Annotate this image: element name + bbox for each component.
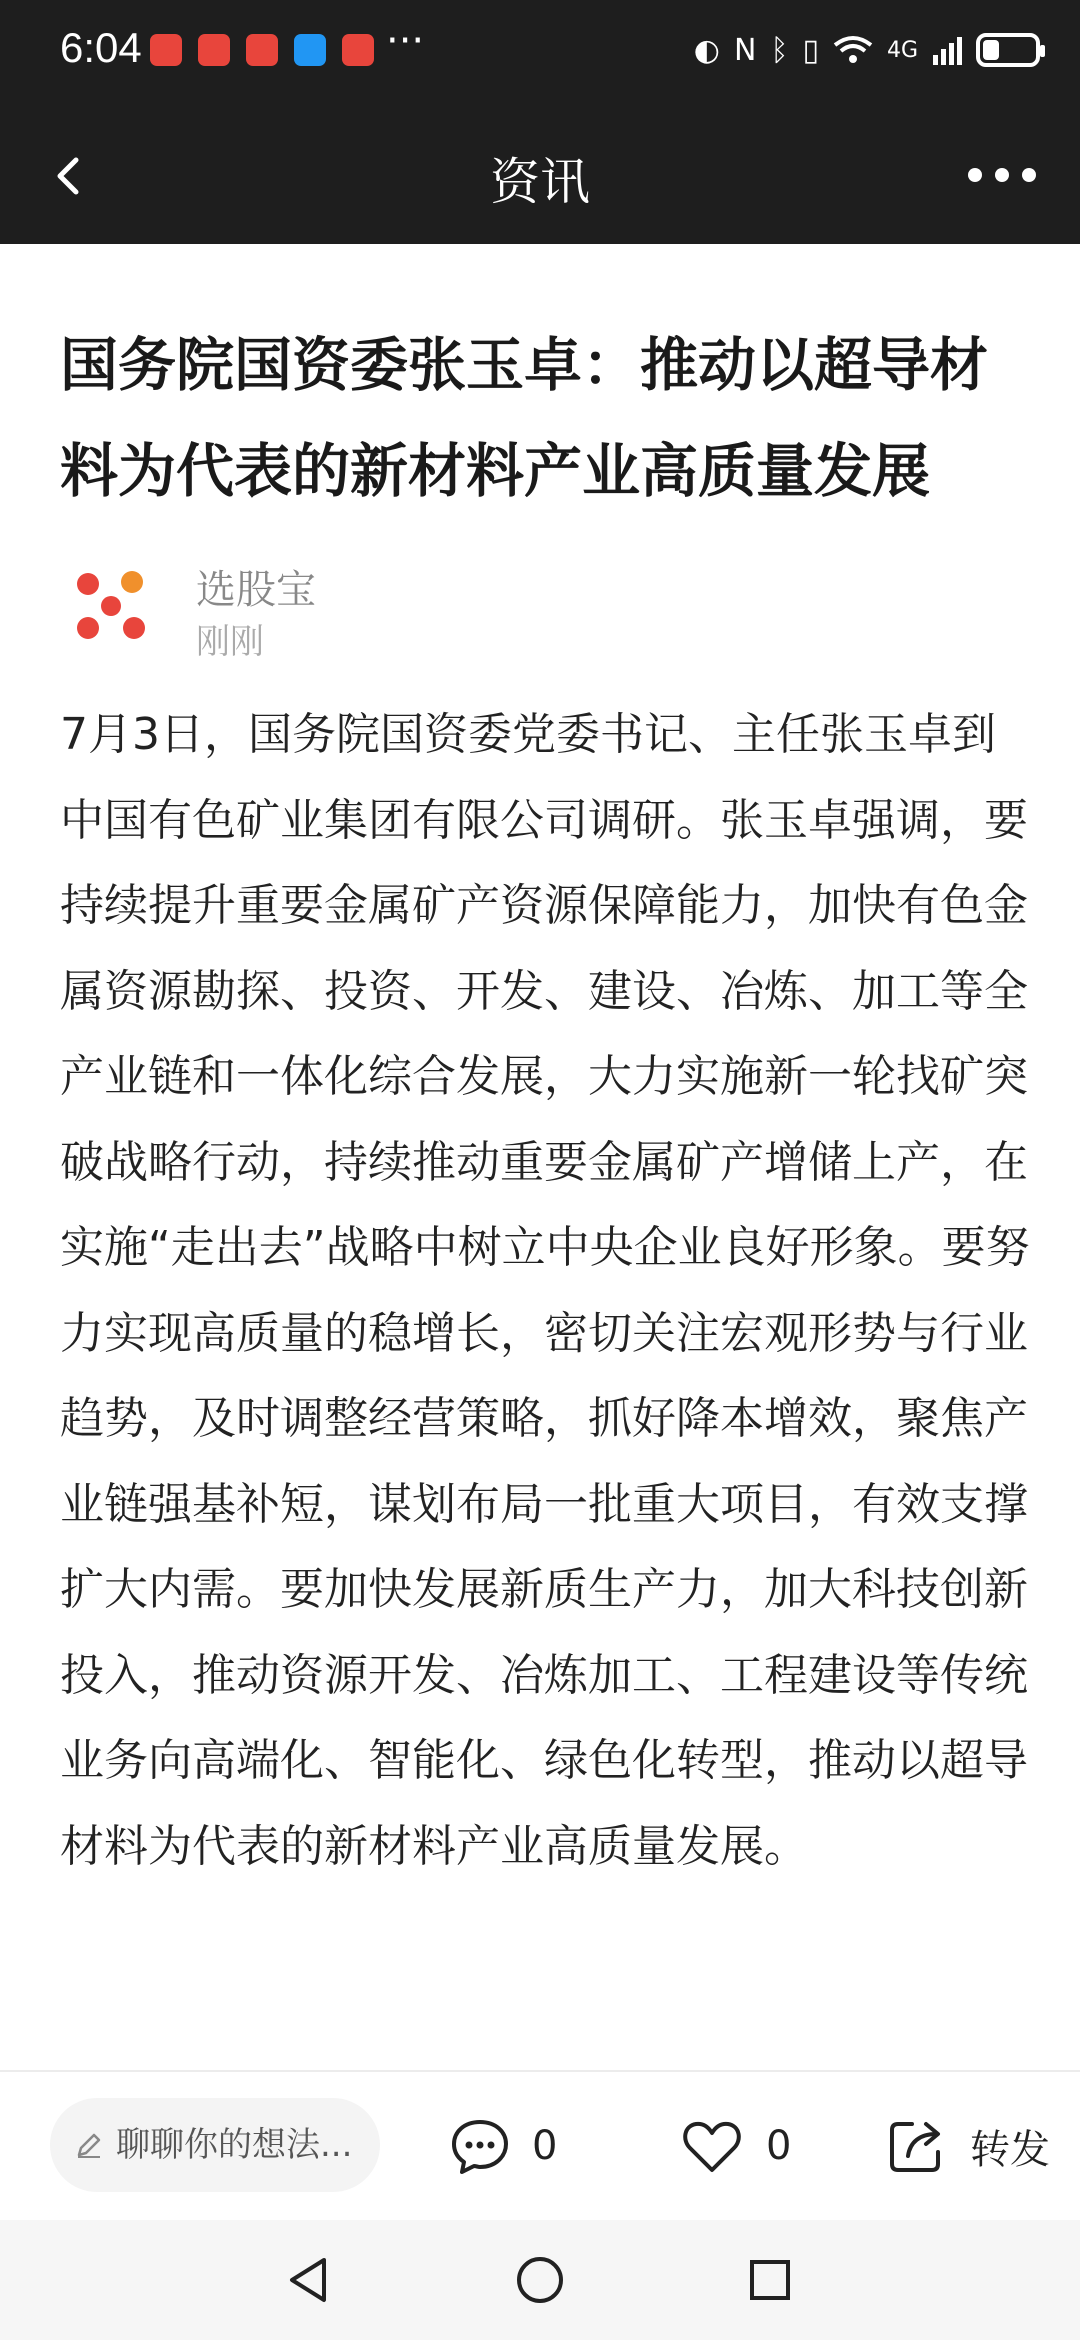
comment-icon bbox=[448, 2114, 512, 2178]
heart-icon bbox=[680, 2114, 744, 2178]
pencil-icon bbox=[74, 2130, 104, 2160]
triangle-back-icon bbox=[284, 2254, 332, 2306]
signal-icon bbox=[932, 35, 962, 65]
app-header bbox=[0, 108, 1080, 244]
article-body: 7月3日，国务院国资委党委书记、主任张玉卓到中国有色矿业集团有限公司调研。张玉卓强调，要持续提升重要金属矿产资源保障能力，加快有色金属资源勘探、投资、开发、建设、冶炼、加工等全产业链和一体化综合发展，大力实施新一轮找矿突破战略行动，持续推动重要金属矿产增储上产，在实施“走出去”战略中树立中央企业良好形象。要努力实现高质量的稳增长，密切关注宏观形势与行业趋势，及时调整经营策略，抓好降本增效，聚焦产业链强基补短，谋划布局一批重大项目，有效支撑扩大内需。要加快发展新质生产力，加大科技创新投入，推动资源开发、冶炼加工、工程建设等传统业务向高端化、智能化、绿色化转型，推动以超导材料为代表的新材料产业高质量发展。 bbox=[60, 709, 1030, 1872]
comment-button[interactable] bbox=[448, 2114, 557, 2178]
app-notification-icon bbox=[342, 34, 374, 66]
status-time: 6:04 bbox=[60, 24, 142, 71]
status-icons bbox=[694, 28, 1040, 72]
notification-icon bbox=[198, 34, 230, 66]
comment-input[interactable] bbox=[114, 2124, 358, 2166]
more-icon-dot bbox=[1022, 168, 1036, 182]
wifi-icon bbox=[833, 35, 873, 65]
more-notifications-icon: ··· bbox=[386, 18, 425, 64]
author-name[interactable]: 选股宝 bbox=[196, 567, 316, 613]
mail-notification-icon bbox=[246, 34, 278, 66]
share-button[interactable] bbox=[884, 2114, 1050, 2178]
nfc-icon: N bbox=[733, 32, 757, 68]
divider bbox=[0, 2070, 1080, 2072]
nav-home-button[interactable] bbox=[510, 2250, 570, 2310]
message-notification-icon bbox=[294, 34, 326, 66]
nav-recents-button[interactable] bbox=[740, 2250, 800, 2310]
bluetooth-icon: ᛒ bbox=[770, 32, 789, 68]
like-button[interactable] bbox=[680, 2114, 791, 2178]
vibrate-icon: ▯ bbox=[802, 32, 819, 68]
more-icon-dot bbox=[968, 168, 982, 182]
share-icon bbox=[884, 2114, 948, 2178]
comment-count: 0 bbox=[532, 2123, 558, 2169]
square-recents-icon bbox=[746, 2256, 794, 2304]
article-title: 国务院国资委张玉卓：推动以超导材料为代表的新材料产业高质量发展 bbox=[60, 331, 989, 505]
hd-icon: ◐ bbox=[693, 32, 720, 68]
notification-icon bbox=[150, 34, 182, 66]
author-avatar[interactable] bbox=[66, 562, 156, 652]
like-count: 0 bbox=[766, 2123, 792, 2169]
circle-home-icon bbox=[514, 2254, 566, 2306]
signal-type-label: 4G bbox=[886, 37, 918, 63]
nav-back-button[interactable] bbox=[278, 2250, 338, 2310]
comment-box[interactable] bbox=[50, 2098, 380, 2192]
status-bar bbox=[0, 0, 1080, 108]
battery-icon bbox=[976, 33, 1040, 67]
more-button[interactable] bbox=[968, 160, 1036, 190]
publish-time: 刚刚 bbox=[196, 622, 264, 662]
system-nav-bar bbox=[0, 2220, 1080, 2340]
share-label: 转发 bbox=[970, 2126, 1050, 2173]
more-icon-dot bbox=[995, 168, 1009, 182]
page-title: 资讯 bbox=[490, 153, 590, 211]
